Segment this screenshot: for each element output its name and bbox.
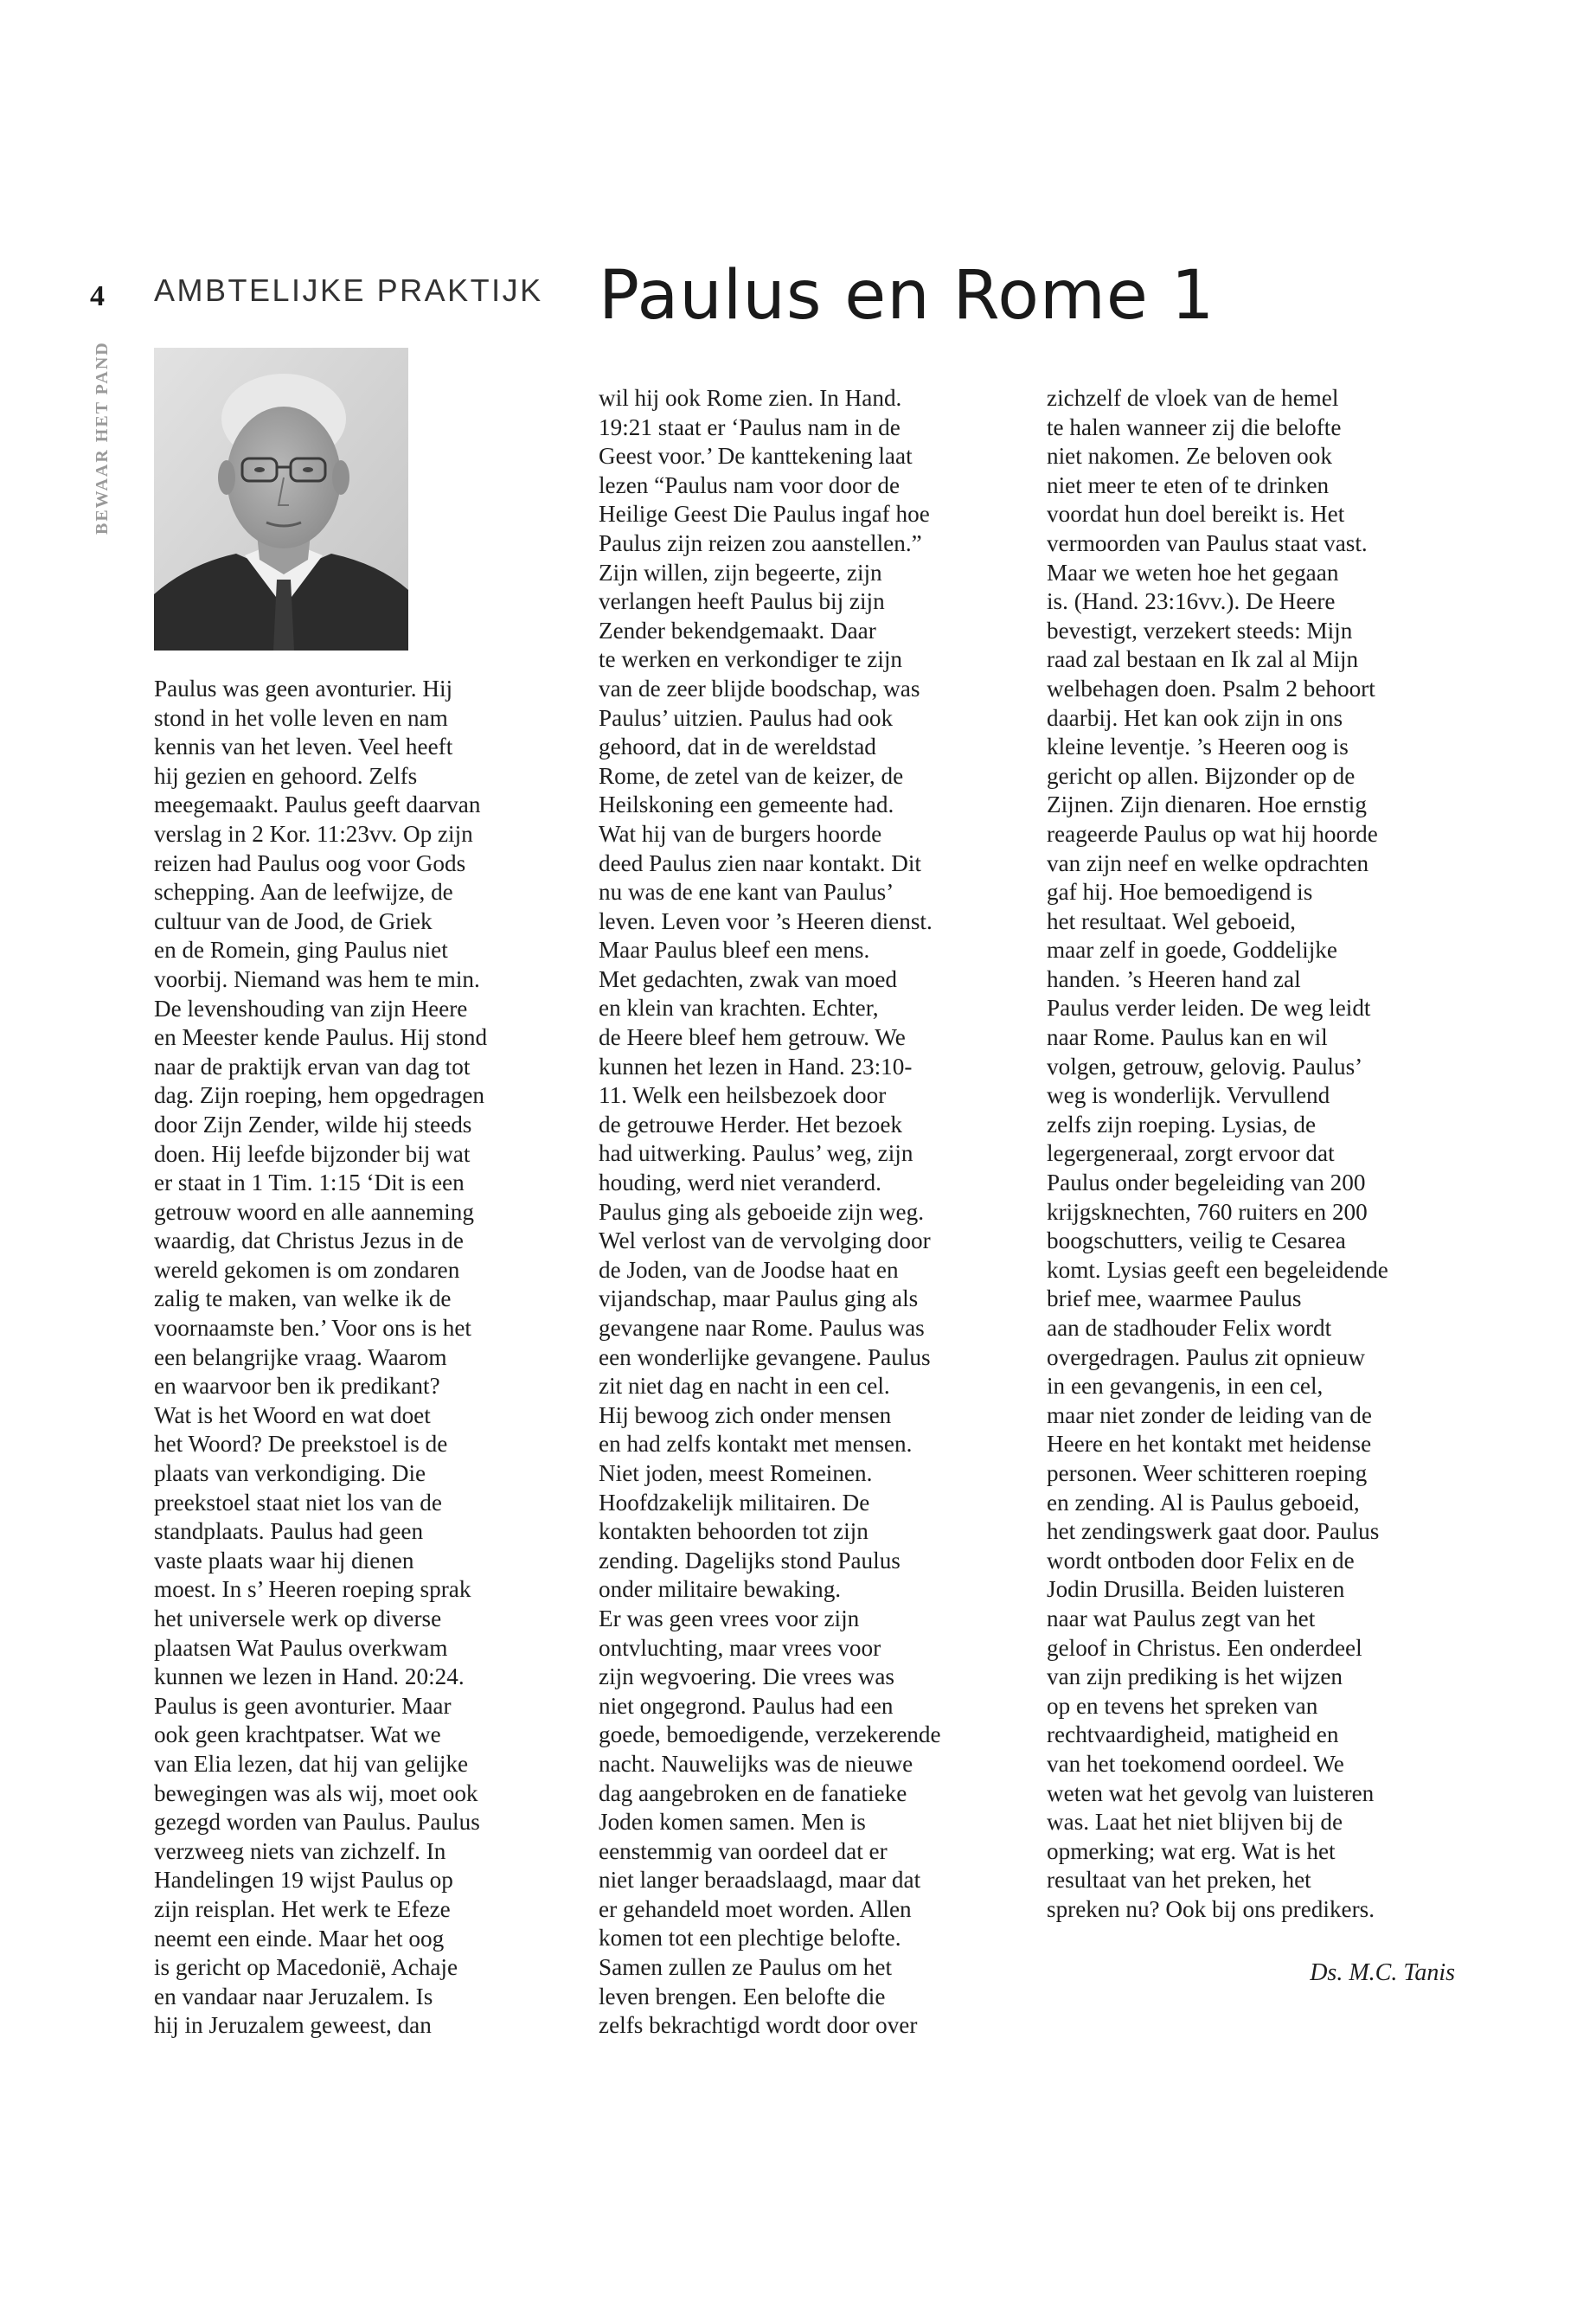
text-line: maar niet zonder de leiding van de: [1047, 1401, 1372, 1428]
text-line: Geest voor.’ De kanttekening laat: [599, 443, 913, 470]
text-line: op en tevens het spreken van: [1047, 1692, 1318, 1719]
text-line: stond in het volle leven en nam: [154, 704, 448, 731]
text-line: en zending. Al is Paulus geboeid,: [1047, 1489, 1360, 1516]
text-line: hij in Jeruzalem geweest, dan: [154, 2012, 432, 2039]
publication-name: BEWAAR HET PAND: [93, 341, 112, 535]
author-signature: Ds. M.C. Tanis: [1310, 1959, 1455, 1986]
text-line: Heilskoning een gemeente had.: [599, 792, 894, 818]
page-number: 4: [90, 280, 105, 312]
text-line: het zendingswerk gaat door. Paulus: [1047, 1518, 1380, 1545]
text-line: door Zijn Zender, wilde hij steeds: [154, 1111, 472, 1138]
text-line: naar Rome. Paulus kan en wil: [1047, 1024, 1328, 1051]
text-line: waardig, dat Christus Jezus in de: [154, 1227, 464, 1254]
text-line: krijgsknechten, 760 ruiters en 200: [1047, 1198, 1368, 1225]
text-line: aan de stadhouder Felix wordt: [1047, 1315, 1332, 1341]
text-line: leven brengen. Een belofte die: [599, 1983, 886, 2009]
text-column-3: [1047, 384, 1453, 1924]
text-line: dag aangebroken en de fanatieke: [599, 1779, 907, 1806]
text-line: is gericht op Macedonië, Achaje: [154, 1954, 458, 1981]
text-line: nacht. Nauwelijks was de nieuwe: [599, 1750, 913, 1777]
text-line: van de zeer blijde boodschap, was: [599, 675, 920, 702]
text-line: Wel verlost van de vervolging door: [599, 1227, 931, 1254]
text-line: kunnen het lezen in Hand. 23:10-: [599, 1053, 913, 1080]
text-line: te werken en verkondiger te zijn: [599, 646, 903, 673]
text-line: gevangene naar Rome. Paulus was: [599, 1315, 925, 1341]
text-line: gaf hij. Hoe bemoedigend is: [1047, 879, 1313, 906]
text-line: raad zal bestaan en Ik zal al Mijn: [1047, 646, 1359, 673]
text-line: Met gedachten, zwak van moed: [599, 965, 897, 992]
text-line: de getrouwe Herder. Het bezoek: [599, 1111, 903, 1138]
text-line: kleine leventje. ’s Heeren oog is: [1047, 734, 1349, 760]
text-line: maar zelf in goede, Goddelijke: [1047, 937, 1337, 964]
text-line: deed Paulus zien naar kontakt. Dit: [599, 849, 921, 876]
text-line: weten wat het gevolg van luisteren: [1047, 1779, 1375, 1806]
text-line: schepping. Aan de leefwijze, de: [154, 879, 453, 906]
text-line: Jodin Drusilla. Beiden luisteren: [1047, 1576, 1345, 1603]
text-line: boogschutters, veilig te Cesarea: [1047, 1227, 1346, 1254]
text-line: naar de praktijk ervan van dag tot: [154, 1053, 471, 1080]
text-line: spreken nu? Ook bij ons predikers.: [1047, 1895, 1375, 1922]
text-line: zijn wegvoering. Die vrees was: [599, 1663, 894, 1690]
text-line: voorbij. Niemand was hem te min.: [154, 965, 480, 992]
text-line: en klein van krachten. Echter,: [599, 995, 879, 1022]
text-line: Niet joden, meest Romeinen.: [599, 1459, 873, 1486]
section-title: AMBTELIJKE PRAKTIJK: [154, 272, 543, 308]
text-line: Zender bekendgemaakt. Daar: [599, 617, 876, 644]
text-line: onder militaire bewaking.: [599, 1576, 842, 1603]
text-line: van Elia lezen, dat hij van gelijke: [154, 1750, 469, 1777]
text-line: het universele werk op diverse: [154, 1606, 442, 1631]
text-line: de Heere bleef hem getrouw. We: [599, 1024, 906, 1051]
text-line: en vandaar naar Jeruzalem. Is: [154, 1983, 433, 2009]
text-line: dag. Zijn roeping, hem opgedragen: [154, 1082, 485, 1109]
text-line: niet langer beraadslaagd, maar dat: [599, 1867, 921, 1894]
text-line: niet meer te eten of te drinken: [1047, 471, 1330, 498]
text-line: er gehandeld moet worden. Allen: [599, 1895, 912, 1922]
text-line: ook geen krachtpatser. Wat we: [154, 1721, 441, 1748]
text-line: eenstemmig van oordeel dat er: [599, 1837, 888, 1864]
author-photo: [154, 348, 408, 651]
text-line: hij gezien en gehoord. Zelfs: [154, 762, 418, 789]
text-line: Paulus zijn reizen zou aanstellen.”: [599, 529, 922, 556]
text-line: houding, werd niet veranderd.: [599, 1170, 881, 1196]
text-line: zalig te maken, van welke ik de: [154, 1285, 452, 1312]
text-line: komt. Lysias geeft een begeleidende: [1047, 1256, 1388, 1283]
text-line: gericht op allen. Bijzonder op de: [1047, 762, 1356, 789]
text-line: plaats van verkondiging. Die: [154, 1460, 426, 1487]
text-line: en waarvoor ben ik predikant?: [154, 1373, 440, 1400]
text-line: gehoord, dat in de wereldstad: [599, 734, 876, 760]
text-line: brief mee, waarmee Paulus: [1047, 1285, 1302, 1312]
text-line: Hij bewoog zich onder mensen: [599, 1401, 892, 1428]
text-line: had uitwerking. Paulus’ weg, zijn: [599, 1140, 913, 1167]
text-line: reageerde Paulus op wat hij hoorde: [1047, 820, 1378, 847]
text-line: Paulus verder leiden. De weg leidt: [1047, 995, 1371, 1022]
text-line: Zijn willen, zijn begeerte, zijn: [599, 559, 882, 586]
text-line: volgen, getrouw, gelovig. Paulus’: [1047, 1053, 1363, 1080]
text-line: verslag in 2 Kor. 11:23vv. Op zijn: [154, 820, 473, 847]
text-line: Paulus’ uitzien. Paulus had ook: [599, 704, 894, 731]
text-line: Zijnen. Zijn dienaren. Hoe ernstig: [1047, 792, 1367, 818]
text-line: Handelingen 19 wijst Paulus op: [154, 1867, 453, 1894]
text-line: legergeneraal, zorgt ervoor dat: [1047, 1140, 1335, 1167]
text-line: 19:21 staat er ‘Paulus nam in de: [599, 413, 901, 440]
text-line: kontakten behoorden tot zijn: [599, 1518, 869, 1545]
text-line: Heilige Geest Die Paulus ingaf hoe: [599, 501, 930, 528]
text-line: is. (Hand. 23:16vv.). De Heere: [1047, 588, 1336, 615]
text-line: was. Laat het niet blijven bij de: [1047, 1809, 1343, 1836]
text-line: zelfs zijn roeping. Lysias, de: [1047, 1111, 1317, 1138]
text-line: zit niet dag en nacht in een cel.: [599, 1373, 890, 1400]
text-line: een wonderlijke gevangene. Paulus: [599, 1343, 931, 1370]
text-line: Hoofdzakelijk militairen. De: [599, 1489, 870, 1516]
text-line: van het toekomend oordeel. We: [1047, 1750, 1344, 1777]
text-line: het resultaat. Wel geboeid,: [1047, 907, 1296, 934]
text-line: Rome, de zetel van de keizer, de: [599, 762, 904, 789]
text-line: Samen zullen ze Paulus om het: [599, 1954, 893, 1981]
text-line: verlangen heeft Paulus bij zijn: [599, 588, 885, 615]
text-line: zelfs bekrachtigd wordt door over: [599, 2012, 918, 2039]
text-line: preekstoel staat niet los van de: [154, 1489, 442, 1516]
text-line: reizen had Paulus oog voor Gods: [154, 849, 466, 876]
text-line: niet ongegrond. Paulus had een: [599, 1692, 894, 1719]
text-column-1: [154, 675, 561, 2041]
text-line: wordt ontboden door Felix en de: [1047, 1547, 1355, 1574]
text-line: zijn reisplan. Het werk te Efeze: [154, 1895, 451, 1922]
text-line: zichzelf de vloek van de hemel: [1047, 385, 1339, 411]
text-line: getrouw woord en alle aanneming: [154, 1198, 474, 1225]
text-line: en de Romein, ging Paulus niet: [154, 937, 448, 964]
text-line: Wat hij van de burgers hoorde: [599, 820, 882, 847]
text-line: voornaamste ben.’ Voor ons is het: [154, 1315, 471, 1342]
text-line: opmerking; wat erg. Wat is het: [1047, 1837, 1336, 1864]
text-line: Paulus was geen avonturier. Hij: [154, 676, 453, 702]
text-line: van zijn prediking is het wijzen: [1047, 1663, 1343, 1690]
text-line: en Meester kende Paulus. Hij stond: [154, 1024, 488, 1051]
text-line: rechtvaardigheid, matigheid en: [1047, 1721, 1339, 1748]
text-line: gezegd worden van Paulus. Paulus: [154, 1809, 480, 1836]
text-line: handen. ’s Heeren hand zal: [1047, 965, 1301, 992]
text-line: verzweeg niets van zichzelf. In: [154, 1837, 446, 1864]
text-line: De levenshouding van zijn Heere: [154, 995, 468, 1022]
text-line: Maar we weten hoe het gegaan: [1047, 559, 1339, 586]
text-line: te halen wanneer zij die belofte: [1047, 413, 1342, 440]
text-line: doen. Hij leefde bijzonder bij wat: [154, 1140, 471, 1167]
text-line: resultaat van het preken, het: [1047, 1867, 1311, 1894]
text-line: plaatsen Wat Paulus overkwam: [154, 1634, 448, 1661]
text-line: komen tot een plechtige belofte.: [599, 1925, 901, 1952]
text-line: standplaats. Paulus had geen: [154, 1518, 424, 1545]
text-line: bewegingen was als wij, moet ook: [154, 1779, 478, 1806]
text-line: in een gevangenis, in een cel,: [1047, 1373, 1324, 1400]
text-line: Paulus is geen avonturier. Maar: [154, 1692, 452, 1719]
article-title: Paulus en Rome 1: [599, 257, 1215, 335]
text-line: Paulus ging als geboeide zijn weg.: [599, 1198, 925, 1225]
text-line: weg is wonderlijk. Vervullend: [1047, 1082, 1330, 1109]
text-line: personen. Weer schitteren roeping: [1047, 1459, 1368, 1486]
text-line: 11. Welk een heilsbezoek door: [599, 1082, 887, 1109]
text-line: daarbij. Het kan ook zijn in ons: [1047, 704, 1343, 731]
text-line: kunnen we lezen in Hand. 20:24.: [154, 1663, 465, 1690]
text-line: moest. In s’ Heeren roeping sprak: [154, 1576, 471, 1603]
text-line: Er was geen vrees voor zijn: [599, 1605, 860, 1631]
text-line: het Woord? De preekstoel is de: [154, 1431, 448, 1458]
text-line: wil hij ook Rome zien. In Hand.: [599, 385, 902, 411]
text-line: Wat is het Woord en wat doet: [154, 1401, 431, 1428]
text-column-2: [599, 384, 1005, 2041]
text-line: naar wat Paulus zegt van het: [1047, 1605, 1316, 1631]
text-line: goede, bemoedigende, verzekerende: [599, 1721, 941, 1748]
text-line: leven. Leven voor ’s Heeren dienst.: [599, 907, 933, 934]
text-line: niet nakomen. Ze beloven ook: [1047, 443, 1332, 470]
text-line: Maar Paulus bleef een mens.: [599, 937, 870, 964]
text-line: Heere en het kontakt met heidense: [1047, 1431, 1372, 1458]
text-line: overgedragen. Paulus zit opnieuw: [1047, 1343, 1365, 1370]
text-line: van zijn neef en welke opdrachten: [1047, 849, 1369, 876]
text-line: lezen “Paulus nam voor door de: [599, 471, 901, 498]
text-line: de Joden, van de Joodse haat en: [599, 1256, 899, 1283]
text-line: nu was de ene kant van Paulus’: [599, 879, 894, 906]
text-line: een belangrijke vraag. Waarom: [154, 1343, 447, 1370]
text-line: er staat in 1 Tim. 1:15 ‘Dit is een: [154, 1170, 465, 1196]
text-line: vermoorden van Paulus staat vast.: [1047, 529, 1368, 556]
text-line: welbehagen doen. Psalm 2 behoort: [1047, 675, 1375, 702]
text-line: vijandschap, maar Paulus ging als: [599, 1285, 919, 1312]
text-line: zending. Dagelijks stond Paulus: [599, 1547, 901, 1574]
text-line: kennis van het leven. Veel heeft: [154, 734, 453, 760]
text-line: vaste plaats waar hij dienen: [154, 1547, 414, 1574]
text-line: bevestigt, verzekert steeds: Mijn: [1047, 617, 1353, 644]
text-line: ontvluchting, maar vrees voor: [599, 1634, 881, 1661]
text-line: wereld gekomen is om zondaren: [154, 1256, 460, 1283]
text-line: cultuur van de Jood, de Griek: [154, 907, 433, 934]
text-line: meegemaakt. Paulus geeft daarvan: [154, 792, 481, 818]
text-line: Paulus onder begeleiding van 200: [1047, 1170, 1366, 1196]
text-line: voordat hun doel bereikt is. Het: [1047, 501, 1345, 528]
text-line: Joden komen samen. Men is: [599, 1809, 866, 1836]
text-line: geloof in Christus. Een onderdeel: [1047, 1634, 1362, 1661]
text-line: neemt een einde. Maar het oog: [154, 1925, 445, 1952]
text-line: en had zelfs kontakt met mensen.: [599, 1431, 913, 1458]
